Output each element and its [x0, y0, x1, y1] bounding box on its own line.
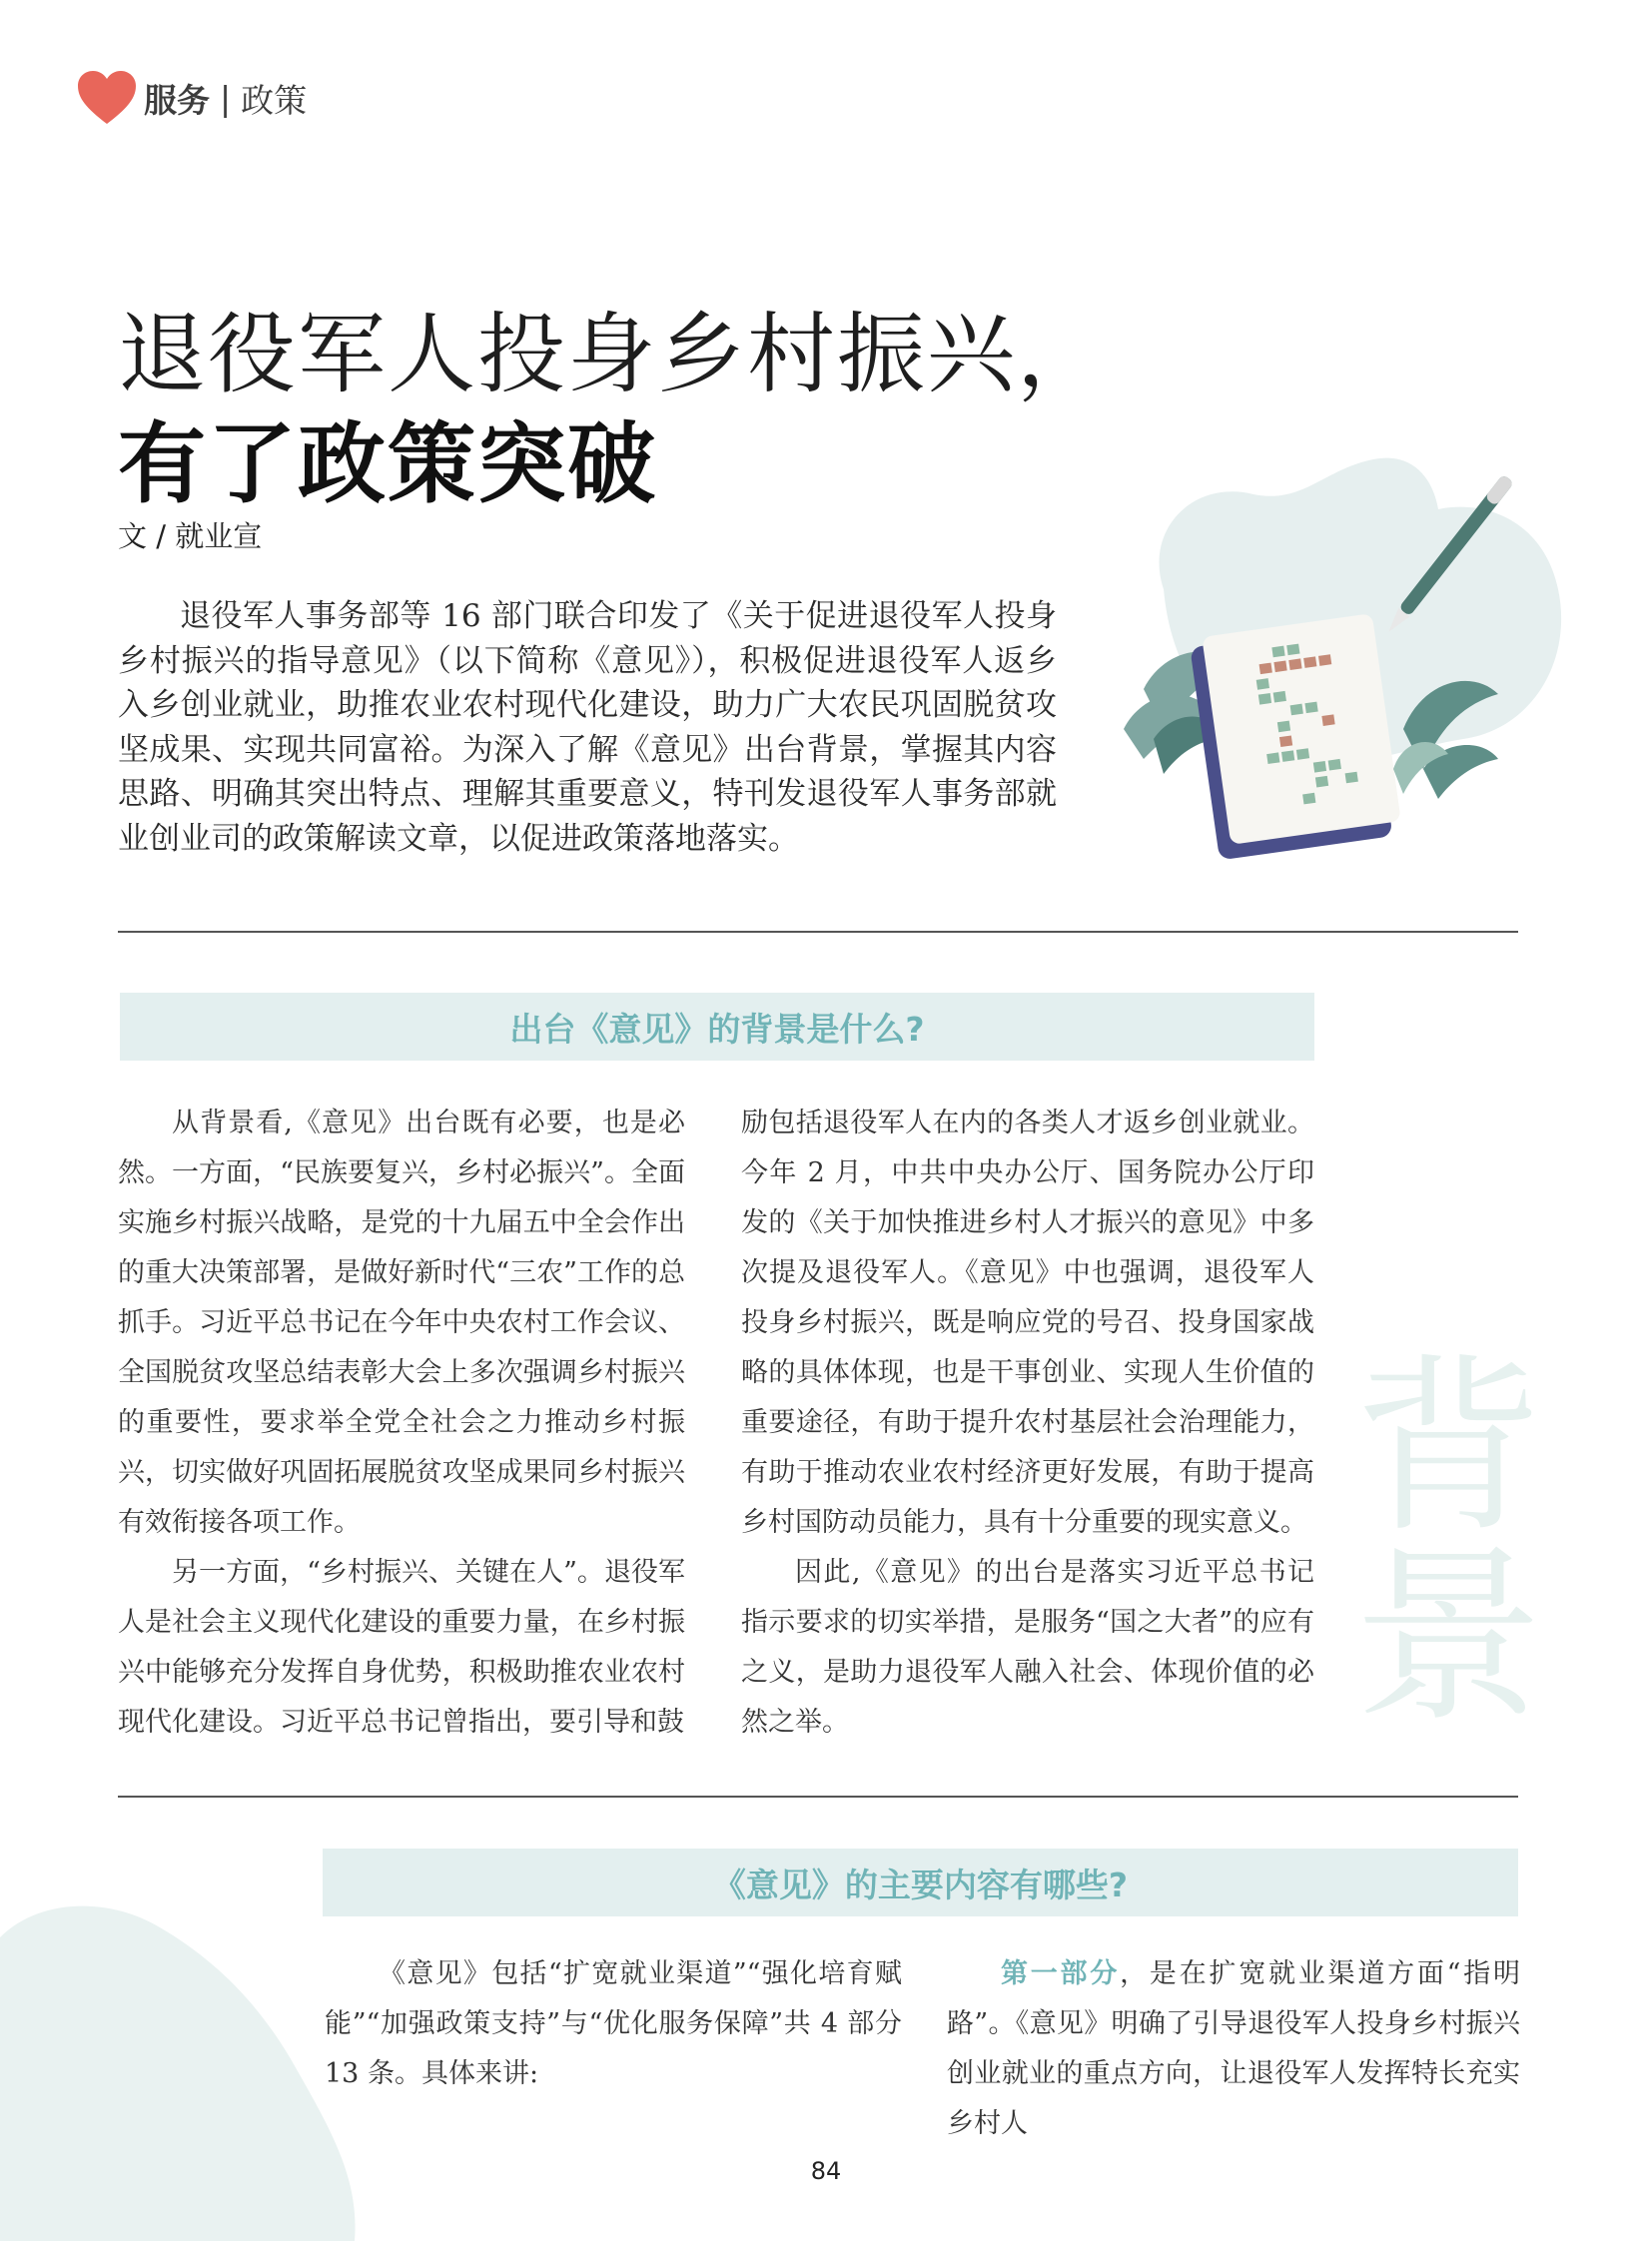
page-number: 84	[810, 2157, 842, 2185]
paragraph	[947, 1949, 1520, 2149]
divider-line	[118, 1796, 1518, 1798]
header-subcategory: 政策	[241, 80, 308, 120]
article-title-line1: 退役军人投身乡村振兴，	[118, 303, 1108, 405]
section1-column-right	[741, 1099, 1314, 1748]
decorative-character-jing: 景	[1352, 1527, 1543, 1748]
section2-column-left	[325, 1949, 902, 2099]
paragraph: 《意见》包括“扩宽就业渠道”“强化培育赋能”“加强政策支持”与“优化服务保障”共 4 部分 13 条。具体来讲:	[325, 1958, 902, 2089]
paragraph: 从背景看,《意见》出台既有必要，也是必然。一方面，“民族要复兴，乡村必振兴”。全面实施乡村振兴战略，是党的十九届五中全会作出的重大决策部署，是做好新时代“三农”工作的总抓手。习近平总书记在今年中央农村工作会议、全国脱贫攻坚总结表彰大会上多次强调乡村振兴的重要性，要求举全党全社会之力推动乡村振兴，切实做好巩固拓展脱贫攻坚成果同乡村振兴有效衔接各项工作。	[118, 1108, 685, 1538]
section-heading-main-content: 《意见》的主要内容有哪些?	[323, 1849, 1518, 1916]
paragraph-text: ，是在扩宽就业渠道方面“指明路”。《意见》明确了引导退役军人投身乡村振兴创业就业的重点方向，让退役军人发挥特长充实乡村人	[947, 1958, 1520, 2139]
paragraph: 另一方面，“乡村振兴、关键在人”。退役军人是社会主义现代化建设的重要力量，在乡村振兴中能够充分发挥自身优势，积极助推农业农村现代化建设。习近平总书记曾指出，要引导和鼓	[118, 1557, 685, 1738]
paragraph: 励包括退役军人在内的各类人才返乡创业就业。今年 2 月，中共中央办公厅、国务院办公厅印发的《关于加快推进乡村人才振兴的意见》中多次提及退役军人。《意见》中也强调，退役军人投身乡村振兴，既是响应党的号召、投身国家战略的具体体现，也是干事创业、实现人生价值的重要途径，有助于提升农村基层社会治理能力，有助于推动农业农村经济更好发展，有助于提高乡村国防动员能力，具有十分重要的现实意义。	[741, 1108, 1314, 1538]
paragraph: 因此,《意见》的出台是落实习近平总书记指示要求的切实举措，是服务“国之大者”的应有之义，是助力退役军人融入社会、体现价值的必然之举。	[741, 1557, 1314, 1738]
decorative-character-bei: 背	[1352, 1337, 1543, 1558]
section1-column-left	[118, 1099, 685, 1748]
section2-column-right	[947, 1949, 1520, 2149]
header-category: 服务	[144, 80, 210, 120]
lead-paragraph: 退役军人事务部等 16 部门联合印发了《关于促进退役军人投身乡村振兴的指导意见》（以下简称《意见》），积极促进退役军人返乡入乡创业就业，助推农业农村现代化建设，助力广大农民巩固脱贫攻坚成果、实现共同富裕。为深入了解《意见》出台背景，掌握其内容思路、明确其突出特点、理解其重要意义，特刊发退役军人事务部就业创业司的政策解读文章，以促进政策落地落实。	[118, 598, 1057, 857]
section-header	[76, 68, 307, 128]
article-author: 文 / 就业宣	[118, 519, 263, 553]
divider-line	[118, 931, 1518, 933]
section-heading-background: 出台《意见》的背景是什么?	[120, 993, 1314, 1061]
heart-icon	[76, 70, 138, 126]
highlight-part-one: 第一部分	[1001, 1958, 1121, 1989]
header-separator: |	[220, 78, 232, 118]
article-title-line2: 有了政策突破	[118, 412, 658, 515]
notebook-illustration	[1104, 439, 1578, 859]
